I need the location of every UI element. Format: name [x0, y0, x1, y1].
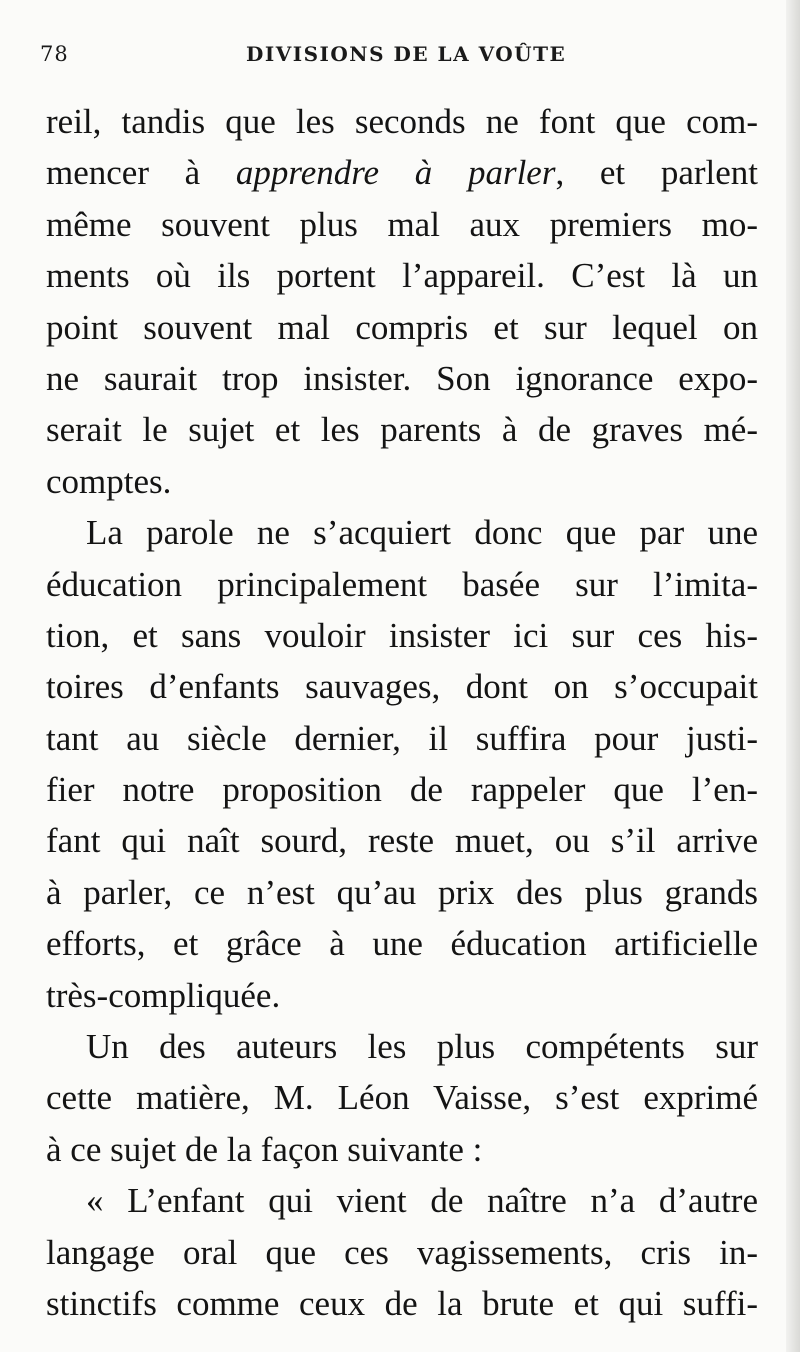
text-line: point souvent mal compris et sur lequel on: [46, 307, 758, 347]
text-line: très-compliquée.: [46, 975, 281, 1015]
text-line-end: , et parlent: [555, 153, 758, 193]
page-number: 78: [40, 42, 69, 66]
text-line: éducation principalement basée sur l’imita-: [46, 564, 758, 604]
text-line: ments où ils portent l’appareil. C’est là un: [46, 256, 758, 296]
text-line: fant qui naît sourd, reste muet, ou s’il arrive: [46, 821, 758, 861]
text-line: efforts, et grâce à une éducation artificielle: [46, 924, 758, 964]
text-line: serait le sujet et les parents à de graves mé-: [46, 410, 758, 450]
text-line: « L’enfant qui vient de naître n’a d’autre: [86, 1181, 758, 1221]
italic-phrase: apprendre à parler: [235, 153, 556, 193]
text-line: langage oral que ces vagissements, cris in-: [46, 1232, 758, 1272]
text-line: à ce sujet de la façon suivante :: [46, 1129, 483, 1169]
running-head: DIVISIONS DE LA VOÛTE: [246, 42, 567, 66]
text-line-start: mencer à: [46, 153, 236, 193]
text-line: tant au siècle dernier, il suffira pour justi-: [46, 718, 758, 758]
text-line: ne saurait trop insister. Son ignorance expo-: [46, 358, 758, 398]
text-line: même souvent plus mal aux premiers mo-: [46, 204, 758, 244]
text-line: toires d’enfants sauvages, dont on s’occupait: [46, 667, 758, 707]
text-line: reil, tandis que les seconds ne font que com-: [46, 102, 758, 141]
text-line: comptes.: [46, 461, 172, 501]
text-line: stinctifs comme ceux de la brute et qui suffi-: [46, 1283, 758, 1323]
text-line: tion, et sans vouloir insister ici sur ces his-: [46, 615, 758, 655]
text-line: cette matière, M. Léon Vaisse, s’est exprimé: [46, 1078, 758, 1118]
page-header: [40, 38, 760, 74]
text-line: La parole ne s’acquiert donc que par une: [86, 513, 758, 553]
text-line: fier notre proposition de rappeler que l’en-: [46, 770, 758, 810]
body-text: [46, 96, 758, 1329]
text-line: à parler, ce n’est qu’au prix des plus grands: [46, 872, 758, 912]
text-line: Un des auteurs les plus compétents sur: [86, 1027, 758, 1067]
text-line: [46, 147, 758, 198]
page-edge-shadow: [786, 0, 800, 1352]
